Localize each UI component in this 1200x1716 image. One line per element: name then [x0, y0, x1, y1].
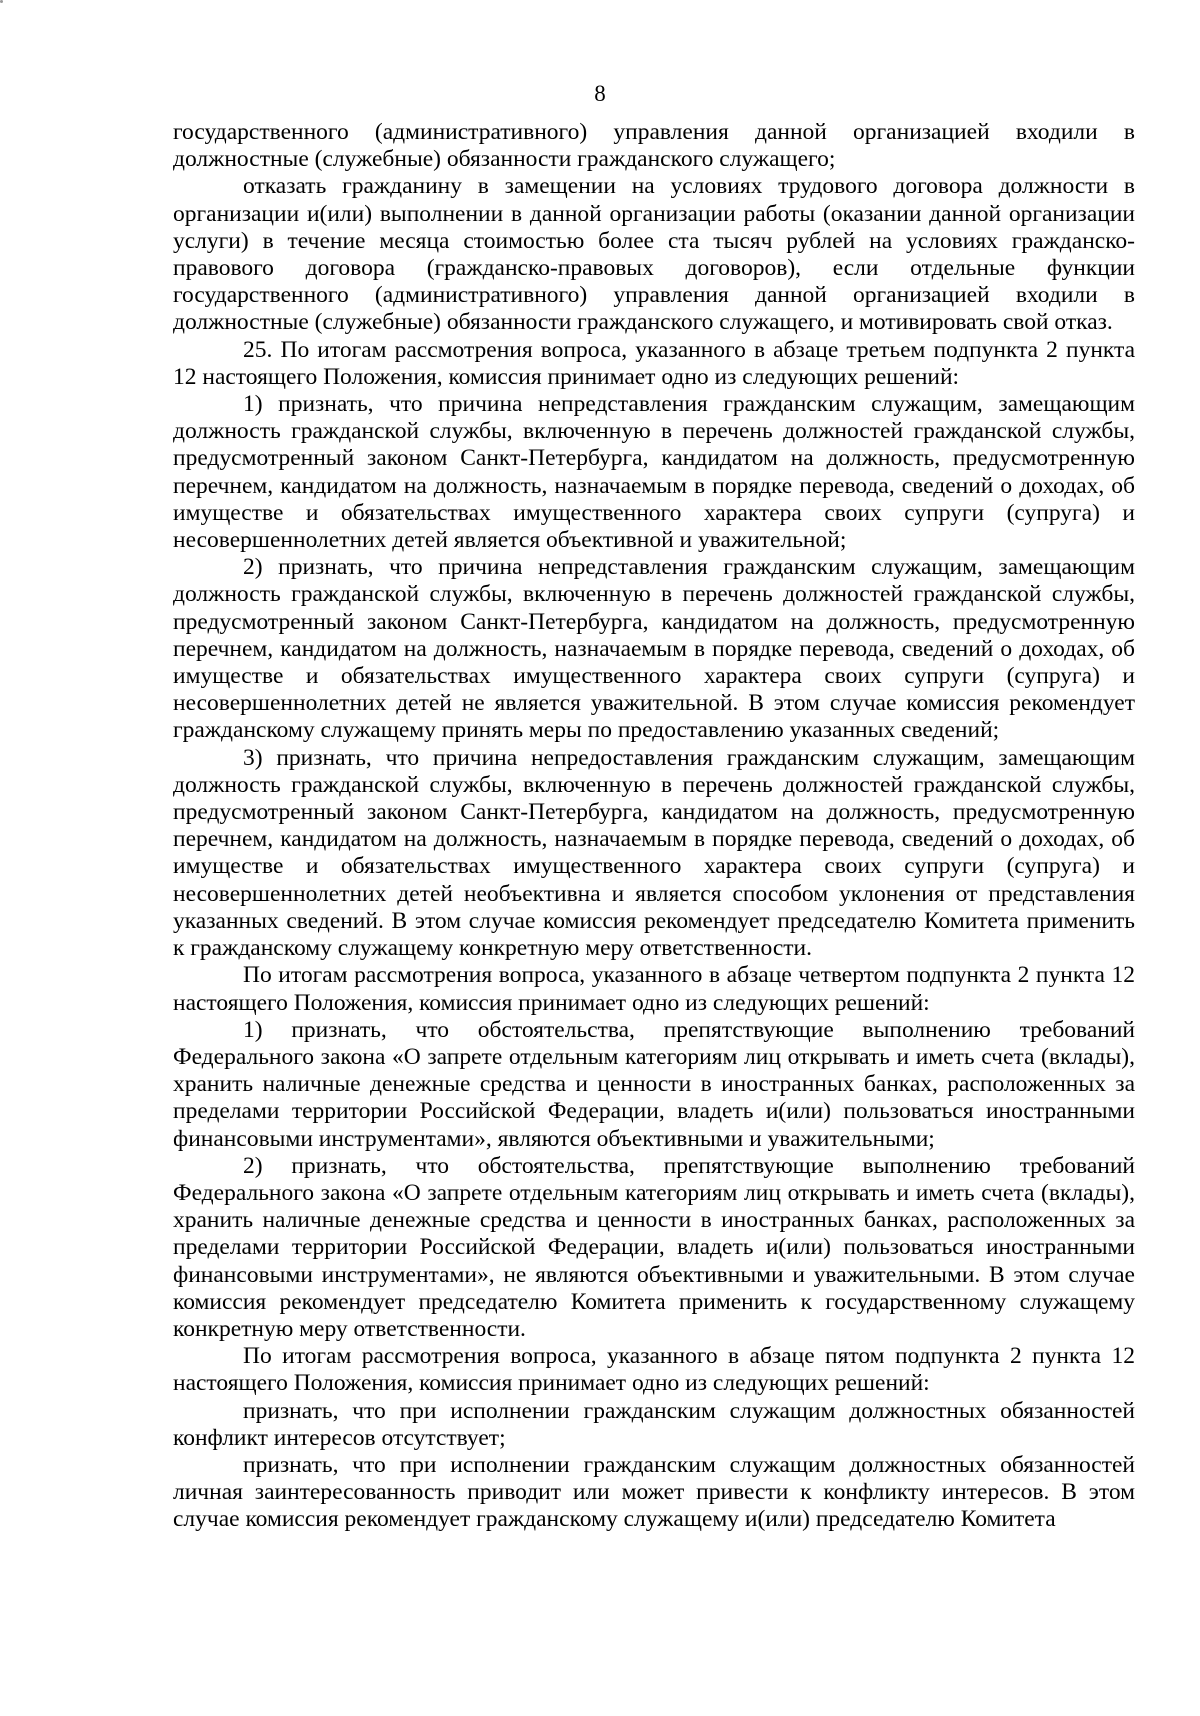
paragraph-fifth-decision-2: признать, что при исполнении гражданским служащим должностных обязанностей личная заинтересованность приводит или может привести к конфликту интересов. В этом случае комиссия рекомендует гражданскому служащему и(или) председателю Комитета [173, 1451, 1135, 1533]
paragraph-fourth-abzac: По итогам рассмотрения вопроса, указанного в абзаце четвертом подпункта 2 пункта 12 настоящего Положения, комиссия принимает одно из следующих решений: [173, 962, 1135, 1016]
paragraph-fourth-decision-1: 1) признать, что обстоятельства, препятствующие выполнению требований Федерального закона «О запрете отдельным категориям лиц открывать и иметь счета (вклады), хранить наличные денежные средства и ценности в иностранных банках, расположенных за пределами территории Российской Федерации, владеть и(или) пользоваться иностранными финансовыми инструментами», являются объективными и уважительными; [173, 1016, 1135, 1152]
paragraph-fifth-abzac: По итогам рассмотрения вопроса, указанного в абзаце пятом подпункта 2 пункта 12 настоящего Положения, комиссия принимает одно из следующих решений: [173, 1343, 1135, 1397]
paragraph-25-decision-3: 3) признать, что причина непредоставления гражданским служащим, замещающим должность гражданской службы, включенную в перечень должностей гражданской службы, предусмотренный законом Санкт-Петербурга, кандидатом на должность, предусмотренную перечнем, кандидатом на должность, назначаемым в порядке перевода, сведений о доходах, об имуществе и обязательствах имущественного характера своих супруги (супруга) и несовершеннолетних детей необъективна и является способом уклонения от представления указанных сведений. В этом случае комиссия рекомендует председателю Комитета применить к гражданскому служащему конкретную меру ответственности. [173, 744, 1135, 962]
paragraph-fifth-decision-1: признать, что при исполнении гражданским служащим должностных обязанностей конфликт интересов отсутствует; [173, 1397, 1135, 1451]
scan-artifact [0, 0, 3, 3]
document-body [173, 119, 1135, 1534]
paragraph-continuation: государственного (административного) управления данной организацией входили в должностные (служебные) обязанности гражданского служащего; [173, 119, 1135, 173]
paragraph-25-decision-1: 1) признать, что причина непредставления гражданским служащим, замещающим должность гражданской службы, включенную в перечень должностей гражданской службы, предусмотренный законом Санкт-Петербурга, кандидатом на должность, предусмотренную перечнем, кандидатом на должность, назначаемым в порядке перевода, сведений о доходах, об имуществе и обязательствах имущественного характера своих супруги (супруга) и несовершеннолетних детей является объективной и уважительной; [173, 391, 1135, 554]
page-number: 8 [594, 81, 606, 106]
paragraph-fourth-decision-2: 2) признать, что обстоятельства, препятствующие выполнению требований Федерального закона «О запрете отдельным категориям лиц открывать и иметь счета (вклады), хранить наличные денежные средства и ценности в иностранных банках, расположенных за пределами территории Российской Федерации, владеть и(или) пользоваться иностранными финансовыми инструментами», не являются объективными и уважительными. В этом случае комиссия рекомендует председателю Комитета применить к государственному служащему конкретную меру ответственности. [173, 1152, 1135, 1342]
paragraph-refuse-citizen: отказать гражданину в замещении на условиях трудового договора должности в организации и(или) выполнении в данной организации работы (оказании данной организации услуги) в течение месяца стоимостью более ста тысяч рублей на условиях гражданско-правового договора (гражданско-правовых договоров), если отдельные функции государственного (административного) управления данной организацией входили в должностные (служебные) обязанности гражданского служащего, и мотивировать свой отказ. [173, 173, 1135, 336]
paragraph-item-25: 25. По итогам рассмотрения вопроса, указанного в абзаце третьем подпункта 2 пункта 12 настоящего Положения, комиссия принимает одно из следующих решений: [173, 336, 1135, 390]
paragraph-25-decision-2: 2) признать, что причина непредставления гражданским служащим, замещающим должность гражданской службы, включенную в перечень должностей гражданской службы, предусмотренный законом Санкт-Петербурга, кандидатом на должность, предусмотренную перечнем, кандидатом на должность, назначаемым в порядке перевода, сведений о доходах, об имуществе и обязательствах имущественного характера своих супруги (супруга) и несовершеннолетних детей не является уважительной. В этом случае комиссия рекомендует гражданскому служащему принять меры по предоставлению указанных сведений; [173, 554, 1135, 744]
